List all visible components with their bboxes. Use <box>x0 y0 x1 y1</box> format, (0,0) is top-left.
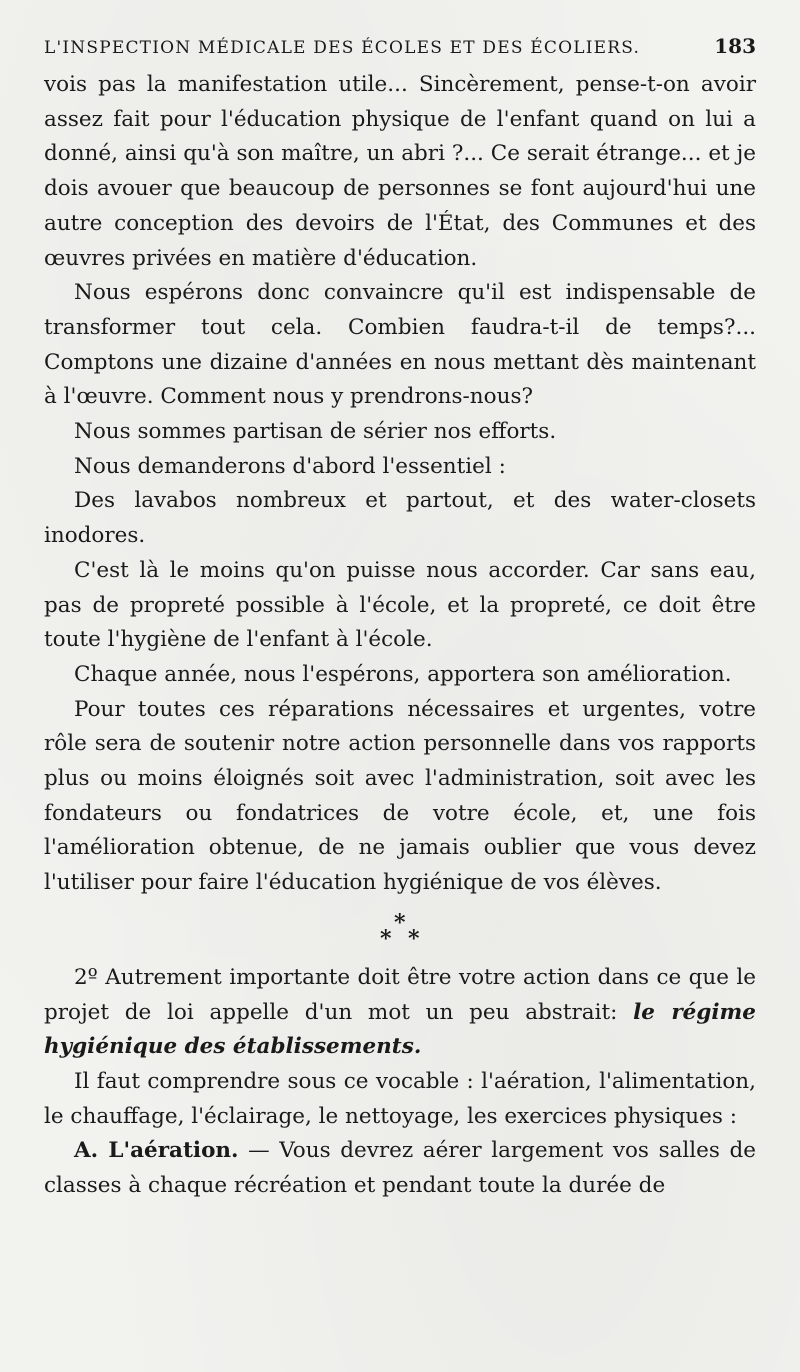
asterism-star: * <box>380 925 392 952</box>
paragraph-7: Chaque année, nous l'espérons, apportera son amélioration. <box>74 661 732 687</box>
asterism-star: * <box>394 909 406 936</box>
asterism-star: * <box>408 925 420 952</box>
paragraph-3: Nous sommes partisan de sérier nos efforts. <box>74 419 557 445</box>
paragraph-section-a <box>44 1134 756 1203</box>
paragraph-2: Nous espérons donc convaincre qu'il est indispensable de transformer tout cela. Combien faudra-t-il de temps?... Comptons une dizaine d'années en nous mettant dès maintenant à l'œuvre. Comment nous y prendrons-nous? <box>44 280 756 410</box>
paragraph-4: Nous demanderons d'abord l'essentiel : <box>74 453 506 479</box>
running-title: L'INSPECTION MÉDICALE DES ÉCOLES ET DES ÉCOLIERS. <box>44 38 641 58</box>
section-a-text: — Vous devrez aérer largement vos salles de classes à chaque récréation et pendant toute la durée de <box>44 1138 757 1199</box>
body-text <box>44 68 756 1204</box>
paragraph-6: C'est là le moins qu'on puisse nous accorder. Car sans eau, pas de propreté possible à l'école, et la propreté, ce doit être toute l'hygiène de l'enfant à l'école. <box>44 557 756 653</box>
running-head <box>44 34 756 68</box>
section-separator-asterism <box>44 901 756 961</box>
paragraph-1: vois pas la manifestation utile... Sincèrement, pense-t-on avoir assez fait pour l'éducation physique de l'enfant quand on lui a donné, ainsi qu'à son maître, un abri ?... Ce serait étrange... et je dois avouer que beaucoup de personnes se font aujourd'hui une autre conception des devoirs de l'État, des Communes et des œuvres privées en matière d'éducation. <box>44 72 756 271</box>
paragraph-section-2 <box>44 961 756 1065</box>
section-a-heading: A. L'aération. <box>74 1138 239 1164</box>
paragraph-8: Pour toutes ces réparations nécessaires et urgentes, votre rôle sera de soutenir notre action personnelle dans vos rapports plus ou moins éloignés soit avec l'administration, soit avec les fondateurs ou fondatrices de votre école, et, une fois l'amélioration obtenue, de ne jamais oublier que vous devez l'utiliser pour faire l'éducation hygiénique de vos élèves. <box>44 696 756 896</box>
section-2-emphasis: le régime hygiénique des établissements. <box>44 999 756 1060</box>
page-number: 183 <box>714 34 756 58</box>
paragraph-section-2-list: Il faut comprendre sous ce vocable : l'aération, l'alimentation, le chauffage, l'éclairage, le nettoyage, les exercices physiques : <box>44 1068 756 1129</box>
section-2-intro: 2º Autrement importante doit être votre action dans ce que le projet de loi appelle d'un mot un peu abstrait: <box>44 964 756 1025</box>
paragraph-5: Des lavabos nombreux et partout, et des water-closets inodores. <box>44 488 756 549</box>
